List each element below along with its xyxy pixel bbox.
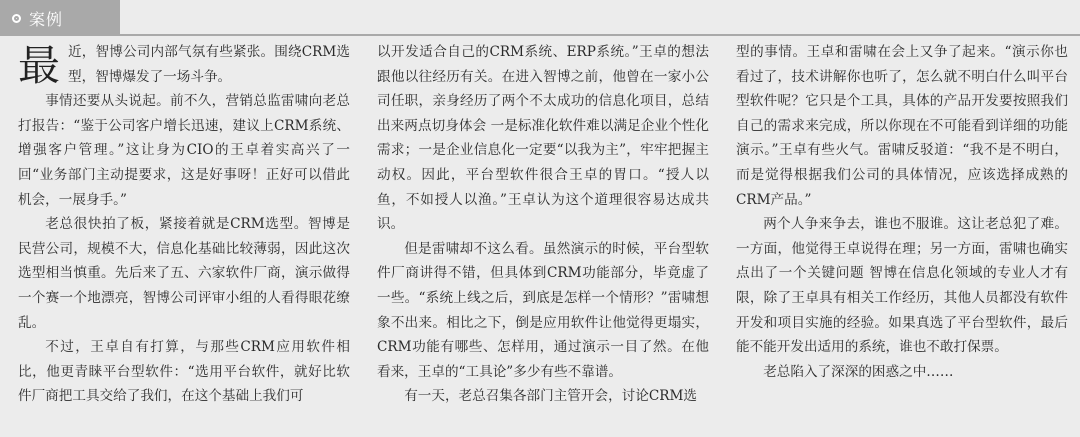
- section-header-tab: [0, 0, 120, 36]
- paragraph: 老总很快拍了板，紧接着就是CRM选型。智博是民营公司，规模不大，信息化基础比较薄弱，因此这次选型相当慎重。先后来了五、六家软件厂商，演示做得一个赛一个地漂亮，智博公司评审小组的人看得眼花缭乱。: [18, 216, 350, 331]
- article-column-2: [377, 40, 709, 430]
- paragraph: 两个人争来争去，谁也不服谁。这让老总犯了难。一方面，他觉得王卓说得在理；另一方面，雷啸也确实点出了一个关键问题 智博在信息化领域的专业人才有限，除了王卓具有相关工作经历，其他人员都没有软件开发和项目实施的经验。如果真选了平台型软件，最后能不能开发出适用的系统，谁也不敢打保票。: [736, 216, 1068, 356]
- article-column-3: [736, 40, 1068, 430]
- paragraph: [18, 40, 350, 89]
- article-body: [18, 40, 1068, 430]
- header-divider: [120, 34, 1080, 36]
- paragraph: 不过，王卓自有打算，与那些CRM应用软件相比，他更青睐平台型软件：“选用平台软件，就好比软件厂商把工具交给了我们，在这个基础上我们可: [18, 339, 350, 405]
- paragraph: 老总陷入了深深的困惑之中……: [763, 363, 954, 380]
- circle-bullet-icon: [12, 14, 21, 23]
- paragraph: 型的事情。王卓和雷啸在会上又争了起来。“演示你也看过了，技术讲解你也听了，怎么就不明白什么叫平台型软件呢？它只是个工具，具体的产品开发要按照我们自己的需求来完成，所以你现在不可能看到详细的功能演示。”王卓有些火气。雷啸反驳道：“我不是不明白，而是觉得根据我们公司的具体情况，应该选择成熟的CRM产品。”: [736, 44, 1068, 208]
- paragraph: 但是雷啸却不这么看。虽然演示的时候，平台型软件厂商讲得不错，但具体到CRM功能部分，毕竟虚了一些。“系统上线之后，到底是怎样一个情形？”雷啸想象不出来。相比之下，倒是应用软件让他觉得更塌实，CRM功能有哪些、怎样用，通过演示一目了然。在他看来，王卓的“工具论”多少有些不靠谱。: [377, 240, 709, 380]
- paragraph-text: 近，智博公司内部气氛有些紧张。围绕CRM选型，智博爆发了一场斗争。: [68, 44, 350, 85]
- paragraph: 以开发适合自己的CRM系统、ERP系统。”王卓的想法跟他以往经历有关。在进入智博之前，他曾在一家小公司任职，亲身经历了两个不太成功的信息化项目，总结出来两点切身体会 一是标准化软件难以满足企业个性化需求；一是企业信息化一定要“以我为主”，牢牢把握主动权。因此，平台型软件很合王卓的胃口。“授人以鱼，不如授人以渔。”王卓认为这个道理很容易达成共识。: [377, 44, 709, 233]
- section-title: 案例: [29, 9, 64, 29]
- article-column-1: [18, 40, 350, 430]
- paragraph: 事情还要从头说起。前不久，营销总监雷啸向老总打报告：“鉴于公司客户增长迅速，建议上CRM系统、增强客户管理。”这让身为CIO的王卓着实高兴了一回“业务部门主动提要求，这是好事呀！正好可以借此机会，一展身手。”: [18, 93, 350, 208]
- paragraph: 有一天，老总召集各部门主管开会，讨论CRM选: [404, 388, 698, 405]
- drop-cap: 最: [18, 41, 61, 90]
